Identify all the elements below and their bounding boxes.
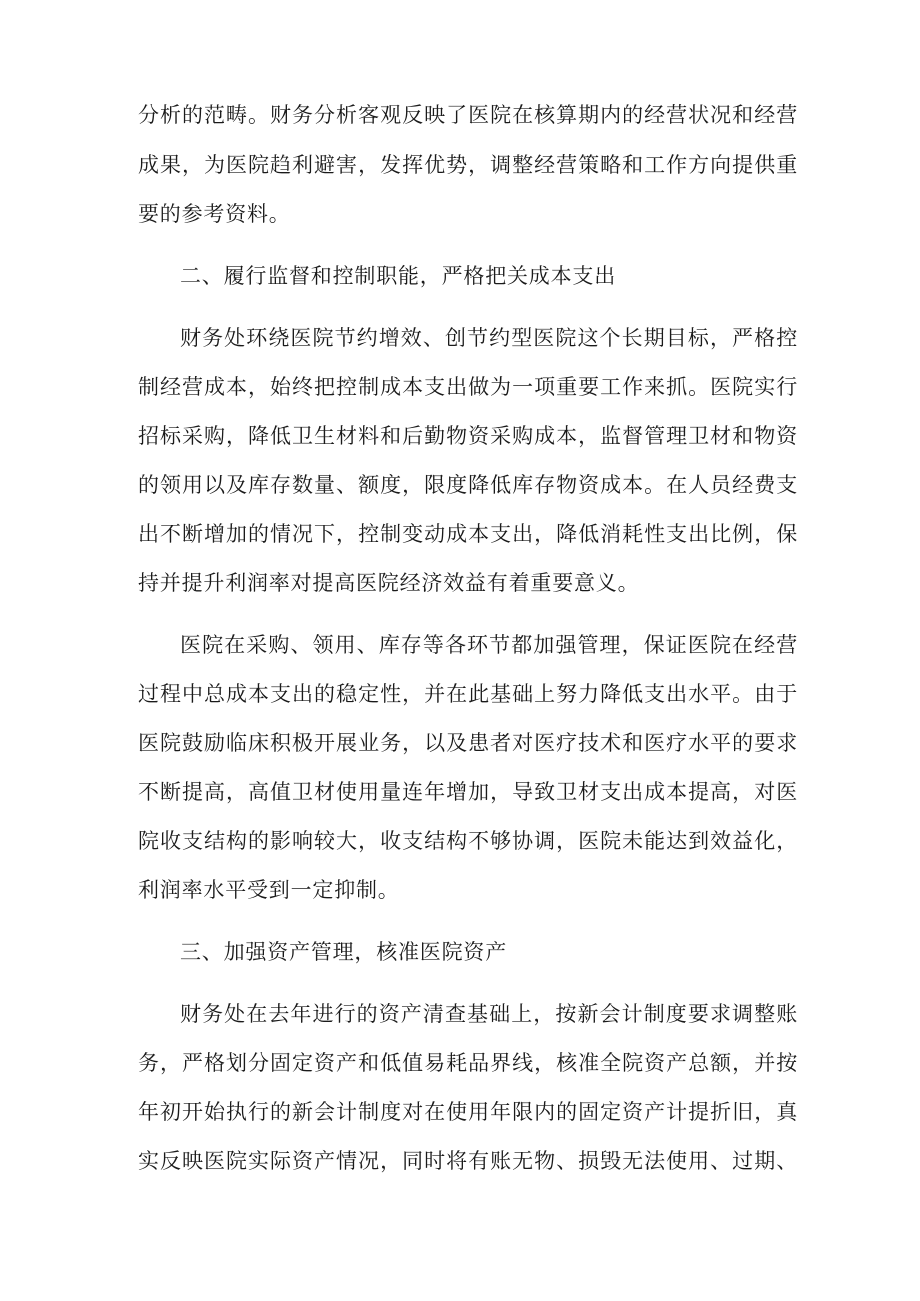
text-line: 不断提高，高值卫材使用量连年增加，导致卫材支出成本提高，对医	[138, 780, 798, 804]
text-line: 年初开始执行的新会计制度对在使用年限内的固定资产计提折旧，真	[138, 1100, 798, 1124]
text-line: 医院在采购、领用、库存等各环节都加强管理，保证医院在经营	[180, 633, 798, 657]
text-line: 财务处环绕医院节约增效、创节约型医院这个长期目标，严格控	[180, 326, 798, 350]
section-heading-3: 三、加强资产管理，核准医院资产	[180, 940, 507, 964]
text-line: 持并提升利润率对提高医院经济效益有着重要意义。	[138, 571, 640, 595]
text-line: 成果，为医院趋利避害，发挥优势，调整经营策略和工作方向提供重	[138, 153, 798, 177]
text-line: 院收支结构的影响较大，收支结构不够协调，医院未能达到效益化，	[138, 829, 798, 853]
text-line: 分析的范畴。财务分析客观反映了医院在核算期内的经营状况和经营	[138, 103, 798, 127]
text-line: 的领用以及库存数量、额度，限度降低库存物资成本。在人员经费支	[138, 473, 798, 497]
text-line: 招标采购，降低卫生材料和后勤物资采购成本，监督管理卫材和物资	[138, 424, 798, 448]
text-line: 医院鼓励临床积极开展业务，以及患者对医疗技术和医疗水平的要求	[138, 731, 798, 755]
text-line: 利润率水平受到一定抑制。	[138, 878, 400, 902]
section-heading-2: 二、履行监督和控制职能，严格把关成本支出	[180, 264, 616, 288]
text-line: 财务处在去年进行的资产清查基础上，按新会计制度要求调整账	[180, 1002, 798, 1026]
text-line: 要的参考资料。	[138, 202, 291, 226]
text-line: 过程中总成本支出的稳定性，并在此基础上努力降低支出水平。由于	[138, 682, 798, 706]
text-line: 出不断增加的情况下，控制变动成本支出，降低消耗性支出比例，保	[138, 522, 798, 546]
text-line: 制经营成本，始终把控制成本支出做为一项重要工作来抓。医院实行	[138, 375, 798, 399]
text-line: 实反映医院实际资产情况，同时将有账无物、损毁无法使用、过期、	[138, 1149, 798, 1173]
text-line: 务，严格划分固定资产和低值易耗品界线，核准全院资产总额，并按	[138, 1051, 798, 1075]
